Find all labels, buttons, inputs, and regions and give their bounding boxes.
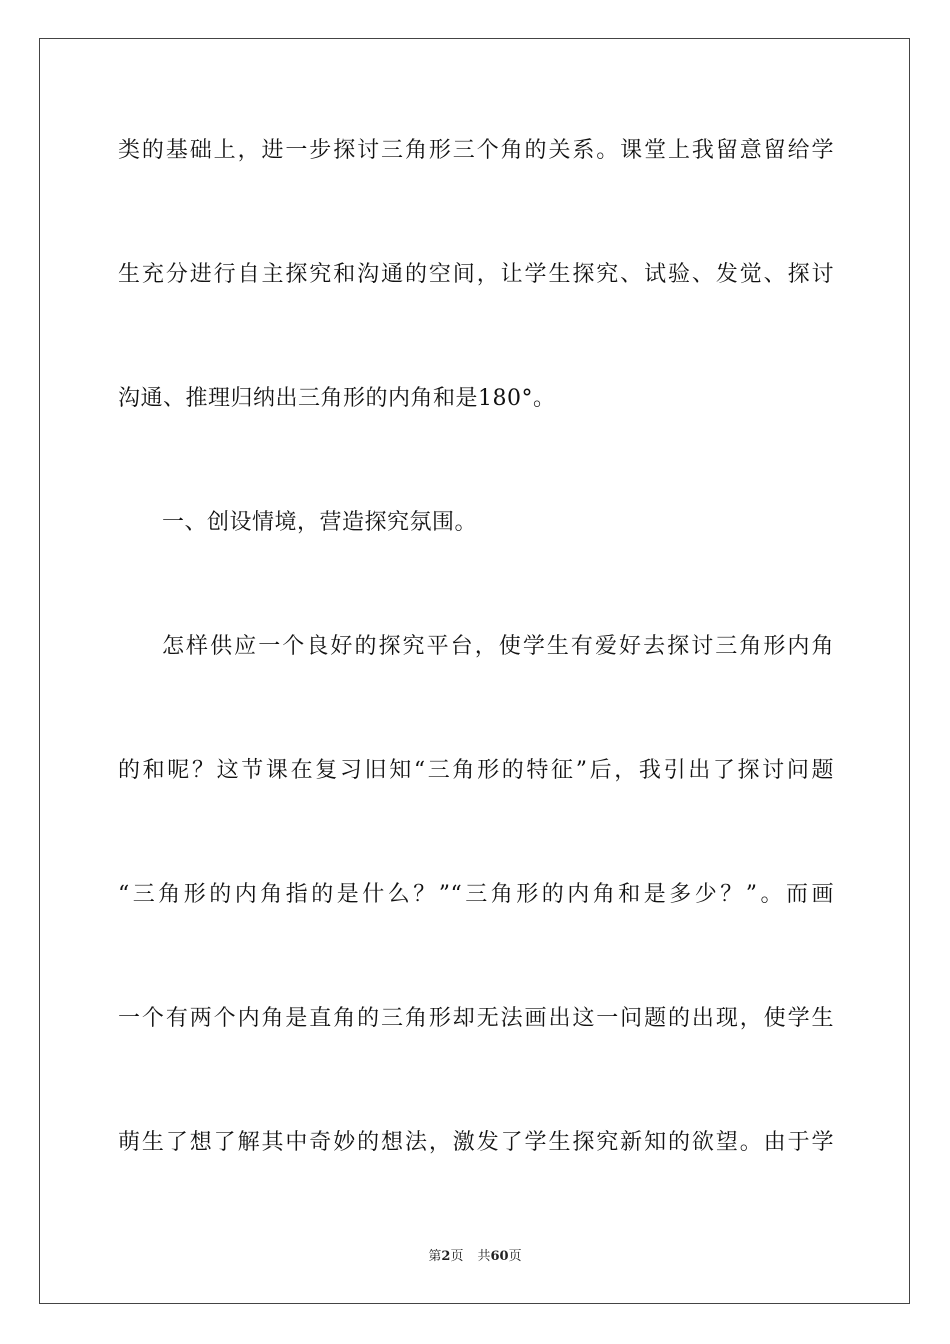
section-heading: 一、创设情境，营造探究氛围。: [162, 510, 478, 535]
paragraph-line: 生充分进行自主探究和沟通的空间，让学生探究、试验、发觉、探讨: [118, 262, 834, 287]
paragraph-line: 沟通、推理归纳出三角形的内角和是180°。: [118, 386, 556, 411]
total-pages: 60: [490, 1249, 509, 1264]
page-footer: [0, 1248, 950, 1266]
page-prefix: 第: [428, 1249, 442, 1264]
page-suffix: 页: [450, 1249, 464, 1264]
paragraph-line: 萌生了想了解其中奇妙的想法，激发了学生探究新知的欲望。由于学: [118, 1130, 834, 1155]
total-suffix: 页: [508, 1249, 522, 1264]
paragraph-line: “三角形的内角指的是什么？”“三角形的内角和是多少？”。而画: [118, 882, 834, 907]
total-prefix: 共: [477, 1249, 491, 1264]
paragraph-line: 的和呢？这节课在复习旧知“三角形的特征”后，我引出了探讨问题: [118, 758, 834, 783]
paragraph-line: 怎样供应一个良好的探究平台，使学生有爱好去探讨三角形内角: [162, 634, 834, 659]
paragraph-line: 一个有两个内角是直角的三角形却无法画出这一问题的出现，使学生: [118, 1006, 834, 1031]
paragraph-line: 类的基础上，进一步探讨三角形三个角的关系。课堂上我留意留给学: [118, 138, 834, 163]
page-border: [39, 38, 910, 1304]
page-number: 2: [441, 1249, 451, 1264]
